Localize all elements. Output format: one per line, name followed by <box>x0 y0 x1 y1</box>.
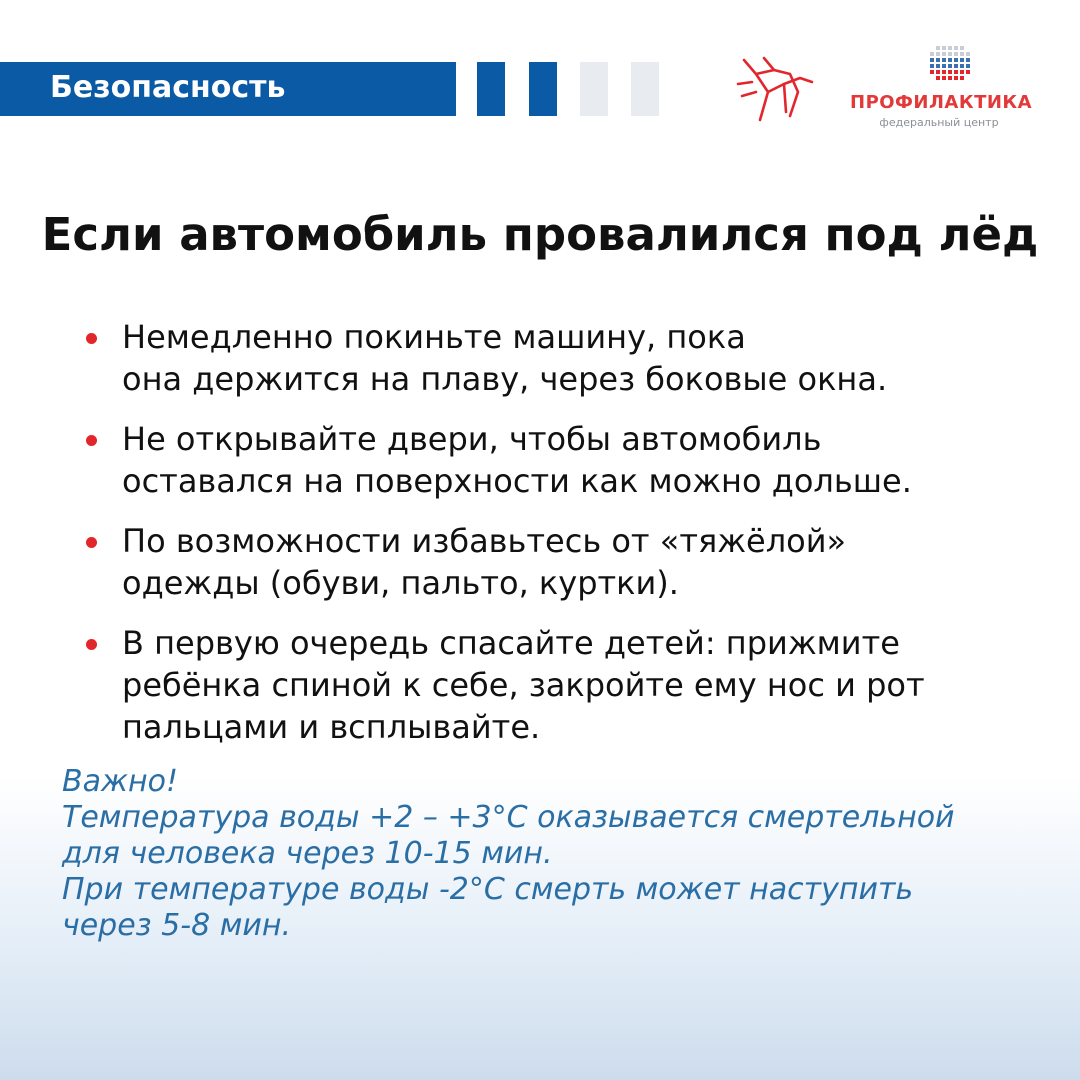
list-item <box>86 418 1046 502</box>
important-line: При температуре воды -2°С смерть может наступить <box>62 872 914 907</box>
page-title: Если автомобиль провалился под лёд <box>41 208 1039 261</box>
grid-logo-icon <box>930 46 972 80</box>
important-line: для человека через 10-15 мин. <box>62 836 553 871</box>
list-item <box>86 622 1046 748</box>
decor-block-blue-2 <box>529 62 557 116</box>
list-item-line: По возможности избавьтесь от «тяжёлой» <box>122 522 847 560</box>
bullet-dot-icon <box>86 537 97 548</box>
advice-list <box>86 316 1046 766</box>
list-item <box>86 316 1046 400</box>
stick-figure-emblem-icon <box>734 52 820 124</box>
list-item-line: оставался на поверхности как можно дольше. <box>122 462 912 500</box>
decor-block-light-2 <box>631 62 659 116</box>
important-heading: Важно! <box>62 764 178 799</box>
decor-block-blue-1 <box>477 62 505 116</box>
bullet-dot-icon <box>86 639 97 650</box>
list-item <box>86 520 1046 604</box>
list-item-line: Немедленно покиньте машину, пока <box>122 318 746 356</box>
logo-name: ПРОФИЛАКТИКА <box>850 92 1033 113</box>
category-banner <box>0 62 456 116</box>
important-note <box>62 764 1052 944</box>
category-label: Безопасность <box>50 70 286 105</box>
list-item-line: одежды (обуви, пальто, куртки). <box>122 564 679 602</box>
profilaktika-logo <box>848 44 1033 134</box>
list-item-line: пальцами и всплывайте. <box>122 708 541 746</box>
bullet-dot-icon <box>86 333 97 344</box>
list-item-line: Не открывайте двери, чтобы автомобиль <box>122 420 822 458</box>
list-item-line: ребёнка спиной к себе, закройте ему нос и рот <box>122 666 925 704</box>
logo-subtitle: федеральный центр <box>879 116 999 129</box>
bullet-dot-icon <box>86 435 97 446</box>
important-line: через 5-8 мин. <box>62 908 291 943</box>
list-item-line: она держится на плаву, через боковые окна. <box>122 360 888 398</box>
important-line: Температура воды +2 – +3°С оказывается смертельной <box>62 800 955 835</box>
list-item-line: В первую очередь спасайте детей: прижмите <box>122 624 900 662</box>
decor-block-light-1 <box>580 62 608 116</box>
